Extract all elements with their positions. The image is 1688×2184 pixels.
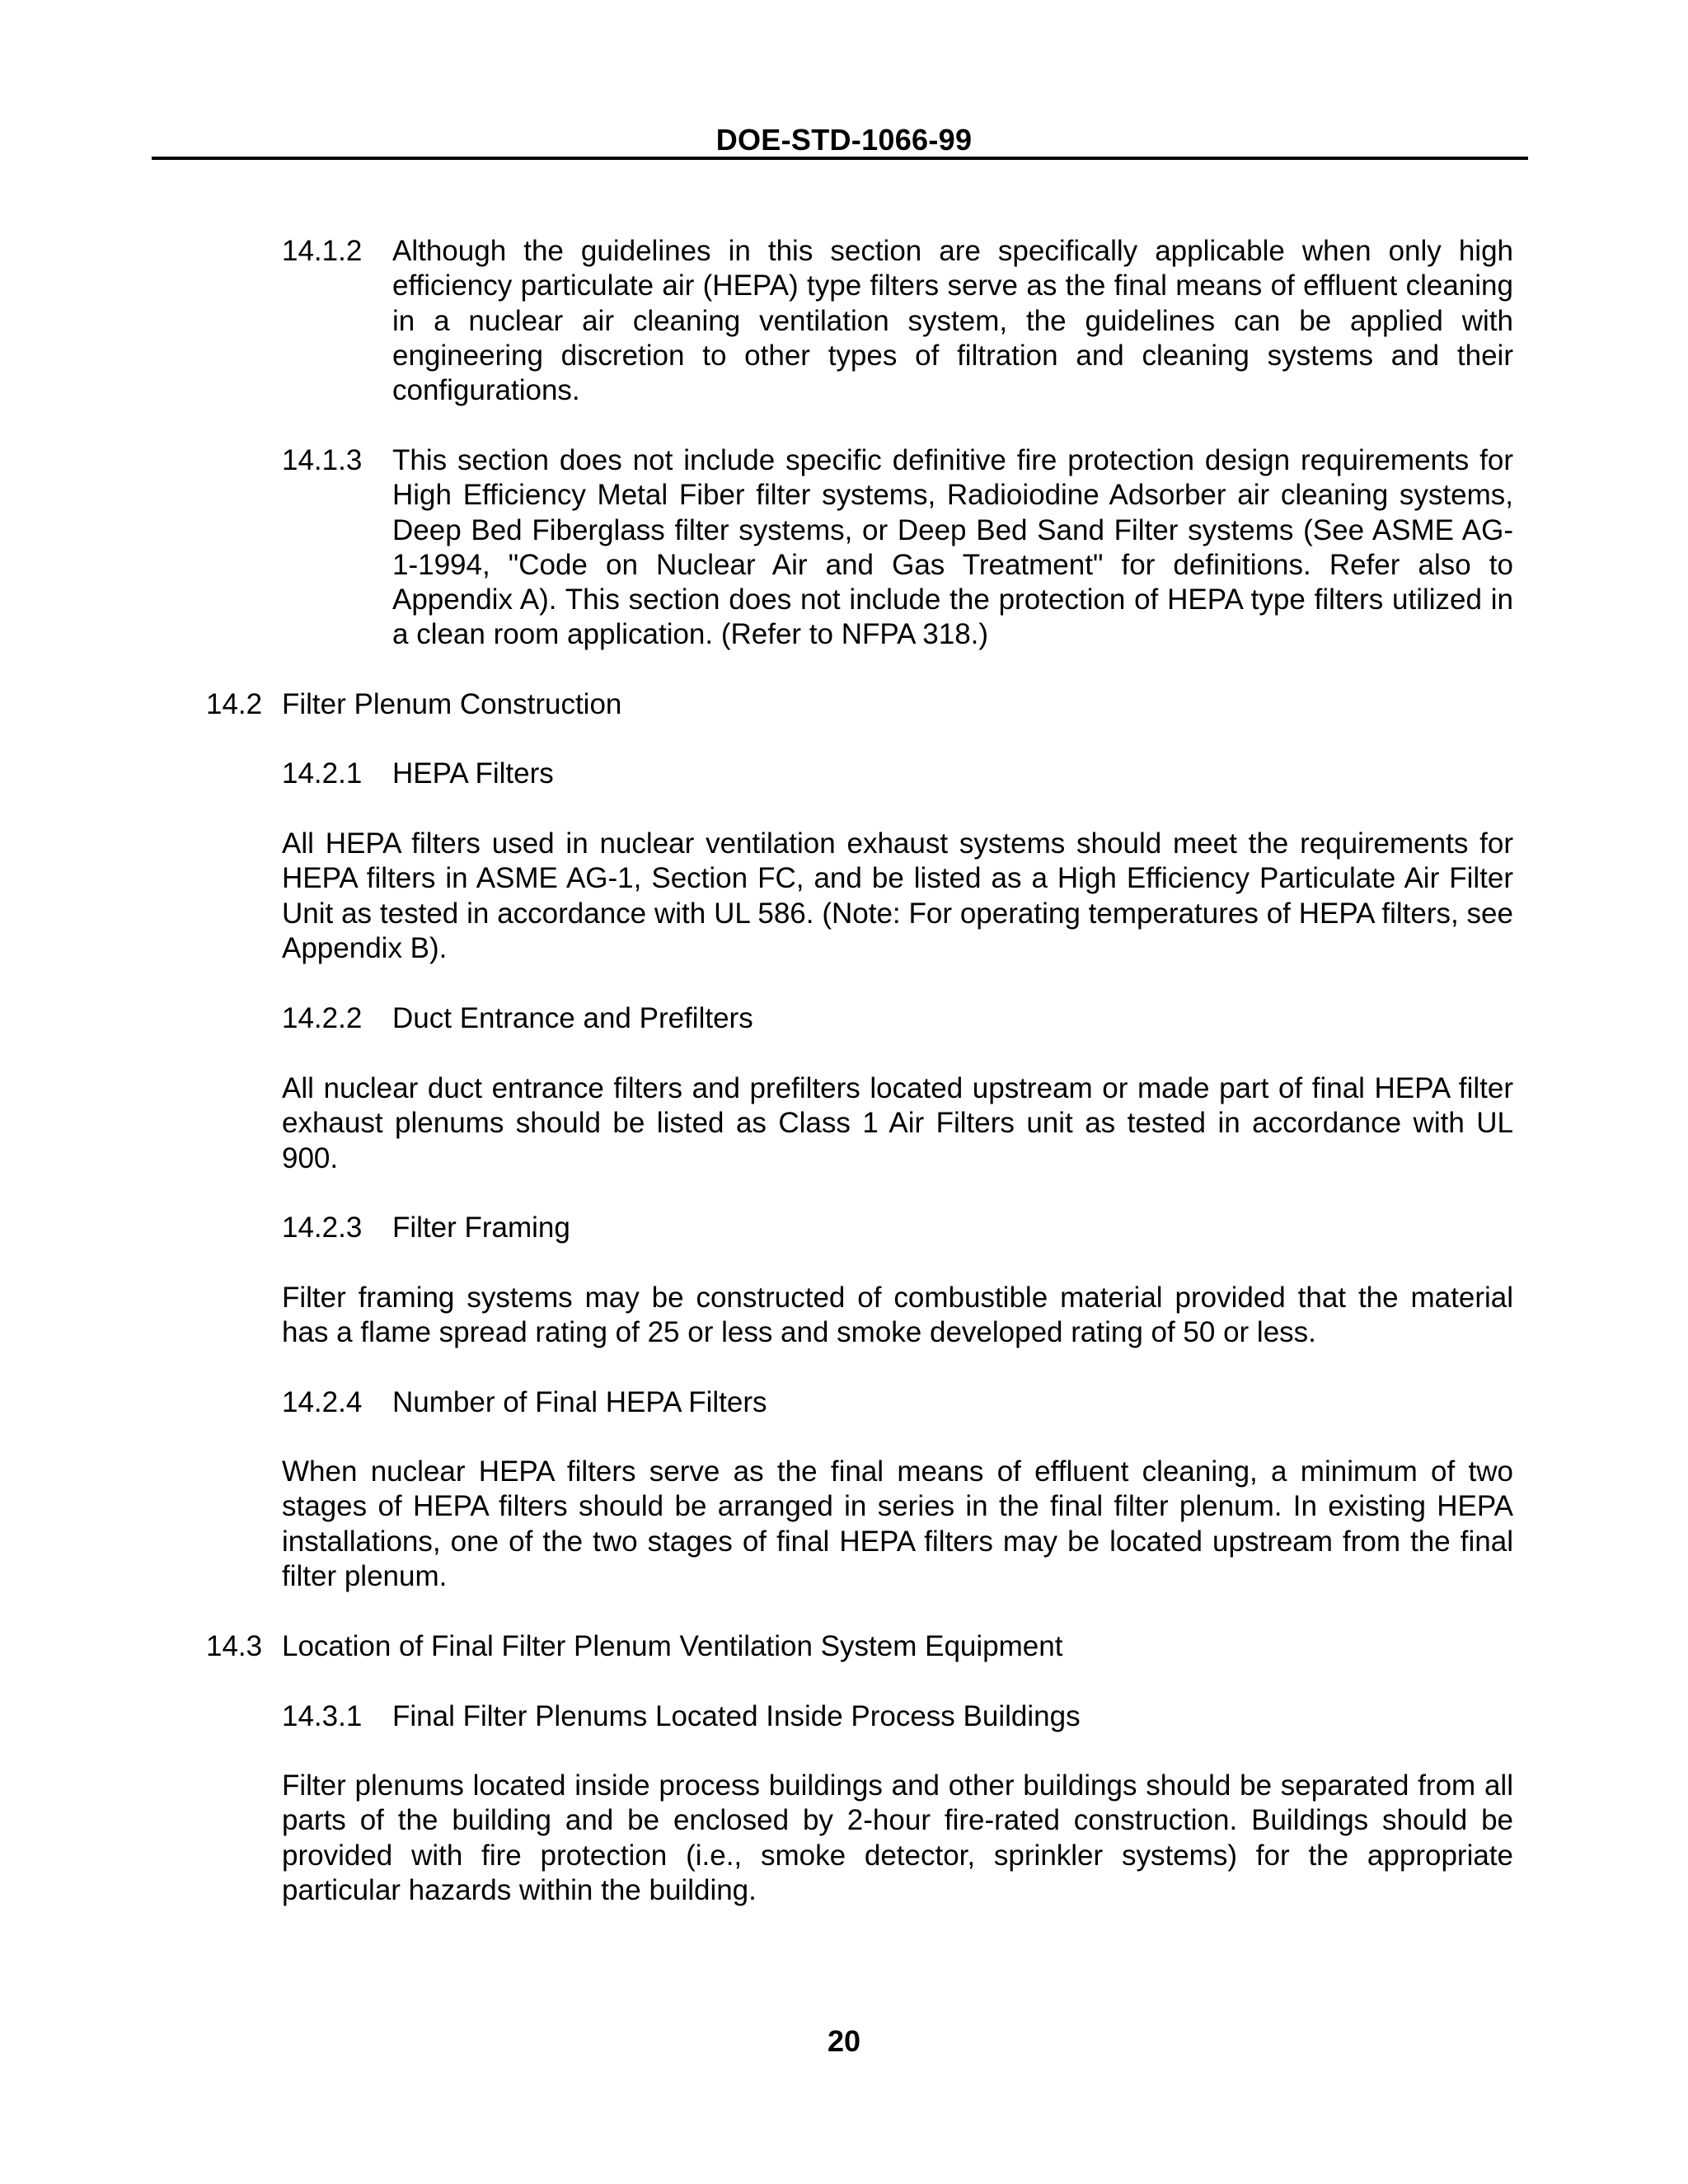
subsection-number: 14.2.2 (282, 1002, 363, 1034)
subsection-text: When nuclear HEPA filters serve as the final means of effluent cleaning, a minimum of two stages of HEPA filters should be arranged in series in the final filter plenum. In existing HEPA installations, one of the two stages of final HEPA filters may be located upstream from the final filter plenum. (282, 1455, 1513, 1592)
subsection-number: 14.2.4 (282, 1386, 363, 1418)
subsection-text: Filter plenums located inside process buildings and other buildings should be separated from all parts of the building and be enclosed by 2-hour fire-rated construction. Buildings should be provided with fire protection (i.e., smoke detector, sprinkler systems) for the appropriate particular hazards within the building. (282, 1769, 1513, 1906)
subsection-text: Filter framing systems may be constructed of combustible material provided that the material has a flame spread rating of 25 or less and smoke developed rating of 50 or less. (282, 1282, 1513, 1349)
subsection-title: Final Filter Plenums Located Inside Process Buildings (392, 1700, 1081, 1732)
subsection-number: 14.2.3 (282, 1212, 363, 1244)
subsection-number: 14.3.1 (282, 1700, 363, 1732)
subsection-number: 14.2.1 (282, 757, 363, 790)
subsection-title: Duct Entrance and Prefilters (392, 1002, 753, 1034)
subsection-title: Number of Final HEPA Filters (392, 1386, 767, 1418)
header-rule (152, 157, 1528, 160)
paragraph-number: 14.1.3 (282, 444, 363, 476)
subsection-text: All HEPA filters used in nuclear ventilation exhaust systems should meet the requirements for HEPA filters in ASME AG-1, Section FC, and be listed as a High Efficiency Particulate Air Filter Unit as tested in accordance with UL 586. (Note: For operating temperatures of HEPA filters, see Appendix B). (282, 827, 1513, 964)
section-title: Filter Plenum Construction (282, 688, 622, 720)
subsection-title: Filter Framing (392, 1212, 570, 1244)
section-title: Location of Final Filter Plenum Ventilation System Equipment (282, 1630, 1063, 1662)
section-number: 14.2 (206, 688, 263, 720)
paragraph-text: This section does not include specific definitive fire protection design requirements for High Efficiency Metal Fiber filter systems, Radioiodine Adsorber air cleaning systems, Deep Bed Fiberglass filter systems, or Deep Bed Sand Filter systems (See ASME AG-1-1994, "Code on Nuclear Air and Gas Treatment" for definitions. Refer also to Appendix A). This section does not include the protection of HEPA type filters utilized in a clean room application. (Refer to NFPA 318.) (392, 444, 1513, 651)
paragraph-text: Although the guidelines in this section are specifically applicable when only high efficiency particulate air (HEPA) type filters serve as the final means of effluent cleaning in a nuclear air cleaning ventilation system, the guidelines can be applied with engineering discretion to other types of filtration and cleaning systems and their configurations. (392, 235, 1513, 407)
subsection-text: All nuclear duct entrance filters and prefilters located upstream or made part of final HEPA filter exhaust plenums should be listed as Class 1 Air Filters unit as tested in accordance with UL 900. (282, 1072, 1513, 1174)
section-number: 14.3 (206, 1630, 263, 1662)
page-number: 20 (827, 2024, 861, 2058)
document-header-title: DOE-STD-1066-99 (715, 123, 973, 157)
paragraph-number: 14.1.2 (282, 235, 363, 267)
subsection-title: HEPA Filters (392, 757, 554, 790)
